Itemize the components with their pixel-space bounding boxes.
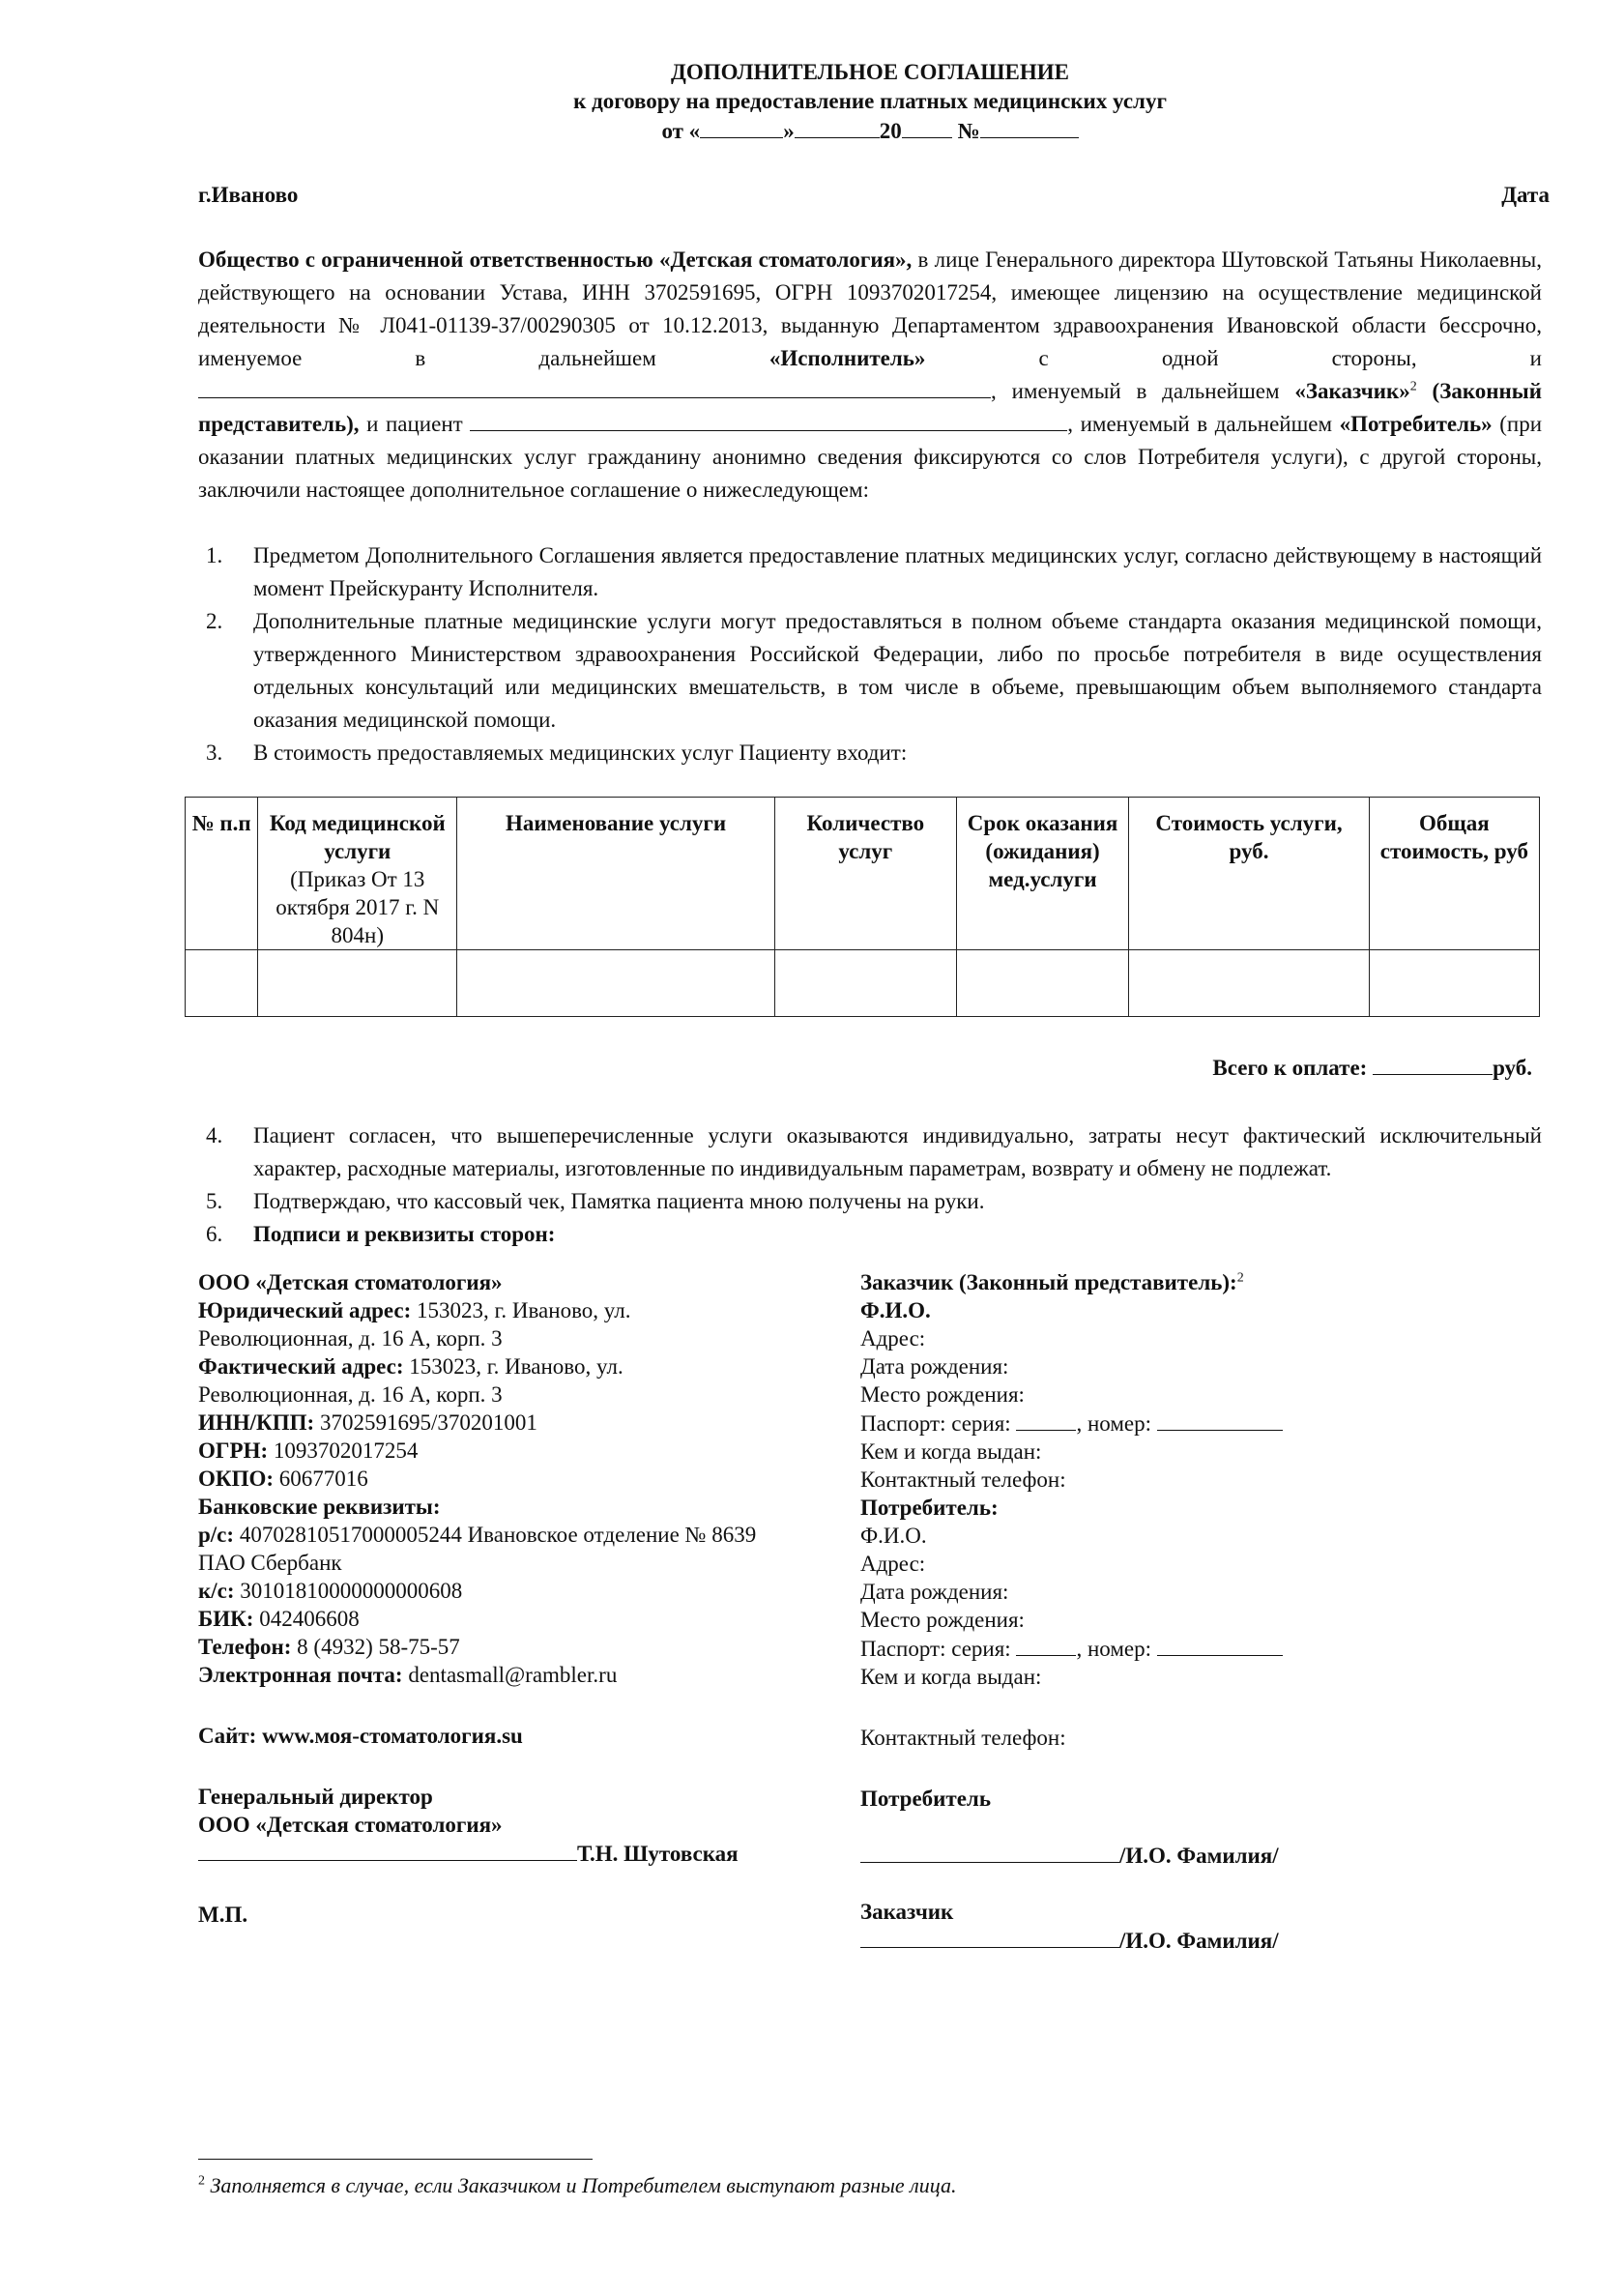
series-blank — [1016, 1409, 1076, 1431]
ks-value: 30101810000000000608 — [234, 1579, 463, 1603]
intro-text-2: с одной стороны, и — [925, 346, 1542, 370]
col-total: Общая стоимость, руб — [1369, 798, 1539, 950]
customer-sign-title: Заказчик — [860, 1900, 954, 1924]
patient-name-blank — [470, 409, 1067, 431]
ks-label: к/с: — [198, 1579, 235, 1603]
table-cell[interactable] — [186, 950, 258, 1017]
executor-requisites — [198, 1268, 860, 1955]
number-blank — [980, 116, 1079, 138]
customer-name-blank — [198, 376, 991, 398]
footnote-mark: 2 — [198, 2173, 205, 2189]
table-cell[interactable] — [457, 950, 775, 1017]
list-item — [198, 1119, 1542, 1185]
list-item — [198, 605, 1542, 737]
item-text: Дополнительные платные медицинские услуги могут предоставляться в полном объеме стандарта оказания медицинской помощи, утвержденного Министерством здравоохранения Российской Федерации, либо по просьбе потребителя в виде осуществления отдельных консультаций или медицинских вмешательств, в том числе в объеме, превышающим объем выполняемого стандарта оказания медицинской помощи. — [253, 609, 1542, 732]
ogrn-label: ОГРН: — [198, 1438, 269, 1463]
list-item — [198, 737, 1542, 770]
intro-text-1: в лице Генерального директора Шутовской Татьяны Николаевны, действующего на основании Устава, ИНН 3702591695, ОГРН 1093702017254, имеющее лицензию на осуществление медицинской деятельности № Л041-01139-37/00290305 от 10.12.2013, выданную Департаментом здравоохранения Ивановской области бессрочно, именуемое в дальнейшем — [198, 247, 1542, 370]
date-label: Дата — [1501, 183, 1550, 207]
footnote-ref: 2 — [1409, 379, 1417, 394]
customer-address: Адрес: — [860, 1326, 926, 1351]
bik-label: БИК: — [198, 1607, 254, 1631]
email-value: dentasmall@rambler.ru — [402, 1663, 618, 1687]
day-blank — [700, 116, 783, 138]
col-name: Наименование услуги — [457, 798, 775, 950]
consumer-birth-date: Дата рождения: — [860, 1580, 1009, 1604]
consumer-phone: Контактный телефон: — [860, 1726, 1066, 1750]
actual-address-value-2: Революционная, д. 16 А, корп. 3 — [198, 1382, 503, 1407]
clauses-list-b — [198, 1119, 1542, 1251]
item-text: Предметом Дополнительного Соглашения является предоставление платных медицинских услуг, согласно действующему в настоящий момент Прейскуранту Исполнителя. — [253, 543, 1542, 600]
item-number: 1. — [206, 543, 223, 567]
exec-org: ООО «Детская стоматология» — [198, 1270, 503, 1294]
okpo-label: ОКПО: — [198, 1467, 275, 1491]
list-item — [198, 1185, 1542, 1218]
phone-value: 8 (4932) 58-75-57 — [291, 1635, 460, 1659]
year-blank — [902, 116, 952, 138]
intro-text-5: , именуемый в дальнейшем — [1067, 412, 1340, 436]
total-line — [198, 1052, 1542, 1085]
consumer-passport-series: Паспорт: серия: — [860, 1637, 1017, 1661]
table-cell[interactable] — [1369, 950, 1539, 1017]
bik-value: 042406608 — [253, 1607, 360, 1631]
place-date-row — [198, 179, 1550, 212]
bank-name: ПАО Сбербанк — [198, 1551, 342, 1575]
customer-fio: Ф.И.О. — [860, 1298, 931, 1322]
consumer-sign-name: /И.О. Фамилия/ — [1119, 1844, 1279, 1868]
col-price: Стоимость услуги, руб. — [1129, 798, 1370, 950]
director-signature-line[interactable] — [198, 1839, 577, 1861]
document-subtitle: к договору на предоставление платных медицинских услуг — [573, 89, 1167, 113]
document-title: ДОПОЛНИТЕЛЬНОЕ СОГЛАШЕНИЕ — [671, 60, 1069, 84]
date-year: 20 — [879, 119, 902, 143]
number-blank — [1157, 1409, 1283, 1431]
total-blank — [1373, 1053, 1493, 1075]
table-cell[interactable] — [956, 950, 1128, 1017]
actual-address-label: Фактический адрес: — [198, 1354, 404, 1379]
phone-label: Телефон: — [198, 1635, 292, 1659]
table-row — [186, 950, 1540, 1017]
intro-text-4: и пациент — [359, 412, 471, 436]
director-org: ООО «Детская стоматология» — [198, 1813, 503, 1837]
consumer-title: Потребитель: — [860, 1496, 999, 1520]
item-text: Подписи и реквизиты сторон: — [253, 1222, 556, 1246]
document-page — [191, 58, 1550, 1955]
table-cell[interactable] — [774, 950, 956, 1017]
date-number-sign: № — [957, 119, 980, 143]
date-prefix: от « — [661, 119, 701, 143]
intro-paragraph — [198, 244, 1542, 507]
intro-text-6: (при оказании платных медицинских услуг гражданину анонимно сведения фиксируются со слов Потребителя услуги), с другой стороны, заключили настоящее дополнительное соглашение о нижеследующем: — [198, 412, 1543, 502]
col-number: № п.п — [186, 798, 258, 950]
consumer-fio: Ф.И.О. — [860, 1524, 927, 1548]
customer-title: Заказчик (Законный представитель): — [860, 1270, 1237, 1294]
intro-text-3: , именуемый в дальнейшем — [991, 379, 1295, 403]
table-cell[interactable] — [258, 950, 457, 1017]
org-name: Общество с ограниченной ответственностью «Детская стоматология», — [198, 247, 913, 272]
clauses-list-a — [198, 539, 1542, 770]
list-item — [198, 1218, 1542, 1251]
customer-term: «Заказчик» — [1294, 379, 1410, 403]
director-name: Т.Н. Шутовская — [577, 1842, 739, 1866]
consumer-issued: Кем и когда выдан: — [860, 1665, 1042, 1689]
total-label: Всего к оплате: — [1212, 1056, 1374, 1080]
customer-sign-name: /И.О. Фамилия/ — [1119, 1929, 1279, 1953]
city: г.Иваново — [198, 183, 299, 207]
month-blank — [795, 116, 880, 138]
document-date-line — [198, 116, 1542, 146]
item-text: Пациент согласен, что вышеперечисленные услуги оказываются индивидуально, затраты несут фактический исключительный характер, расходные материалы, изготовленные по индивидуальным параметрам, возврату и обмену не подлежат. — [253, 1123, 1542, 1180]
rs-value: 40702810517000005244 Ивановское отделение № 8639 — [234, 1523, 757, 1547]
footnote-ref: 2 — [1236, 1270, 1244, 1286]
footnote — [198, 2173, 957, 2198]
director-title: Генеральный директор — [198, 1785, 433, 1809]
rs-label: р/с: — [198, 1523, 235, 1547]
item-number: 6. — [206, 1222, 223, 1246]
consumer-passport-number: , номер: — [1076, 1637, 1157, 1661]
representative-term: (Законный представитель), — [198, 379, 1543, 436]
requisites — [198, 1268, 1542, 1955]
consumer-signature-line[interactable] — [860, 1841, 1119, 1863]
table-cell[interactable] — [1129, 950, 1370, 1017]
customer-birth-place: Место рождения: — [860, 1382, 1025, 1407]
item-number: 3. — [206, 741, 223, 765]
total-unit: руб. — [1493, 1056, 1532, 1080]
inn-value: 3702591695/370201001 — [314, 1410, 537, 1435]
item-text: В стоимость предоставляемых медицинских услуг Пациенту входит: — [253, 741, 908, 765]
legal-address-value: 153023, г. Иваново, ул. — [411, 1298, 631, 1322]
footnote-divider — [198, 2159, 593, 2160]
legal-address-label: Юридический адрес: — [198, 1298, 412, 1322]
list-item — [198, 539, 1542, 605]
bank-label: Банковские реквизиты: — [198, 1495, 441, 1519]
email-label: Электронная почта: — [198, 1663, 403, 1687]
consumer-birth-place: Место рождения: — [860, 1608, 1025, 1632]
actual-address-value: 153023, г. Иваново, ул. — [403, 1354, 624, 1379]
executor-term: «Исполнитель» — [768, 346, 926, 370]
date-mid: » — [783, 119, 795, 143]
okpo-value: 60677016 — [274, 1467, 368, 1491]
customer-signature-line[interactable] — [860, 1926, 1119, 1948]
consumer-term: «Потребитель» — [1339, 412, 1493, 436]
legal-address-value-2: Революционная, д. 16 А, корп. 3 — [198, 1326, 503, 1351]
col-code — [258, 798, 457, 950]
item-text: Подтверждаю, что кассовый чек, Памятка пациента мною получены на руки. — [253, 1189, 985, 1213]
consumer-sign-title: Потребитель — [860, 1787, 991, 1811]
site: Сайт: www.моя-стоматология.su — [198, 1724, 523, 1748]
col-term: Срок оказания (ожидания) мед.услуги — [956, 798, 1128, 950]
services-table — [185, 797, 1540, 1017]
table-header-row — [186, 798, 1540, 950]
item-number: 5. — [206, 1189, 223, 1213]
customer-passport-number: , номер: — [1076, 1411, 1157, 1436]
customer-phone: Контактный телефон: — [860, 1467, 1066, 1492]
col-code-note: (Приказ От 13 октября 2017 г. N 804н) — [276, 867, 440, 947]
col-code-label: Код медицинской услуги — [269, 811, 446, 863]
customer-birth-date: Дата рождения: — [860, 1354, 1009, 1379]
consumer-address: Адрес: — [860, 1552, 926, 1576]
item-number: 2. — [206, 609, 223, 633]
footnote-text: Заполняется в случае, если Заказчиком и Потребителем выступают разные лица. — [205, 2173, 957, 2197]
item-number: 4. — [206, 1123, 223, 1148]
customer-issued: Кем и когда выдан: — [860, 1439, 1042, 1464]
stamp-place: М.П. — [198, 1903, 248, 1927]
customer-passport-series: Паспорт: серия: — [860, 1411, 1017, 1436]
series-blank — [1016, 1634, 1076, 1656]
number-blank — [1157, 1634, 1283, 1656]
inn-label: ИНН/КПП: — [198, 1410, 315, 1435]
col-quantity: Количество услуг — [774, 798, 956, 950]
customer-requisites — [860, 1268, 1537, 1955]
ogrn-value: 1093702017254 — [268, 1438, 419, 1463]
